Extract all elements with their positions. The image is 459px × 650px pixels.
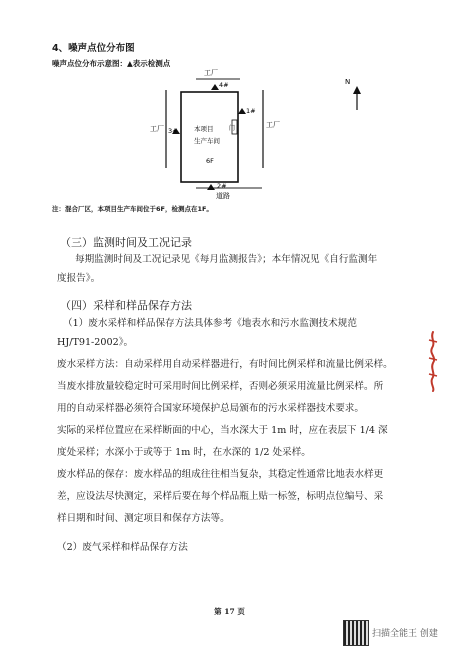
- section-4-line-8: 差，应设法尽快测定，采样后要在每个样品瓶上贴一标签，标明点位编号、采: [57, 491, 384, 502]
- point-4-marker: [211, 84, 219, 90]
- section-3-title: （三）监测时间及工况记录: [60, 236, 192, 249]
- point-2-marker: [207, 184, 215, 190]
- section-3-line-2: 度报告》。: [57, 273, 101, 284]
- point-1-marker: [238, 108, 246, 114]
- diagram-note: 注：混合厂区，本项目生产车间位于6F，检测点在1F。: [52, 205, 213, 213]
- factory-top-label: 工厂: [204, 69, 218, 77]
- road-label: 道路: [216, 192, 230, 200]
- north-arrow-icon: [353, 86, 361, 94]
- section-4-title: （四）采样和样品保存方法: [60, 299, 192, 312]
- section-4-line-0: （1）废水采样和样品保存方法具体参考《地表水和污水监测技术规范: [63, 318, 357, 329]
- point-4-label: 4#: [219, 81, 229, 89]
- section-4-line-10: （2）废气采样和样品保存方法: [57, 542, 188, 553]
- qr-code-icon: [343, 620, 369, 646]
- gate-label: 门: [229, 125, 236, 132]
- section-4-line-9: 样日期和时间、测定项目和保存方法等。: [57, 513, 230, 524]
- section-4-line-7: 废水样品的保存：废水样品的组成往往相当复杂，其稳定性通常比地表水样更: [57, 469, 384, 480]
- section-3-line-1: 每期监测时间及工况记录见《每月监测报告》；本年情况见《自行监测年: [75, 254, 378, 265]
- diagram-caption: 噪声点位分布示意图：▲表示检测点: [52, 59, 171, 68]
- floor-label: 6F: [206, 157, 214, 165]
- section-4-line-5: 实际的采样位置应在采样断面的中心，当水深大于 1m 时，应在表层下 1/4 深: [57, 425, 388, 436]
- factory-left-label: 工厂: [150, 125, 164, 133]
- scanner-watermark: 扫描全能王 创建: [372, 629, 438, 639]
- north-label: N: [345, 78, 351, 86]
- red-handwriting-mark: [426, 330, 440, 392]
- section-heading-noise: 4、噪声点位分布图: [52, 43, 135, 54]
- section-4-line-1: HJ/T91-2002》。: [57, 337, 134, 348]
- section-4-line-4: 用的自动采样器必须符合国家环境保护总局颁布的污水采样器技术要求。: [57, 403, 364, 414]
- point-1-label: 1#: [246, 107, 256, 115]
- noise-point-diagram: [0, 0, 459, 220]
- section-4-line-2: 废水采样方法：自动采样用自动采样器进行，有时间比例采样和流量比例采样。: [57, 359, 393, 370]
- point-2-label: 2#: [217, 182, 227, 190]
- section-4-line-6: 度处采样；水深小于或等于 1m 时，在水深的 1/2 处采样。: [57, 447, 311, 458]
- factory-right-label: 工厂: [266, 121, 280, 129]
- page-number: 第 17 页: [214, 607, 245, 616]
- building-name: 本项目: [194, 125, 214, 133]
- section-4-line-3: 当废水排放量较稳定时可采用时间比例采样，否则必须采用流量比例采样。所: [57, 381, 384, 392]
- building-sub: 生产车间: [194, 137, 220, 145]
- point-3-label: 3#: [168, 127, 178, 135]
